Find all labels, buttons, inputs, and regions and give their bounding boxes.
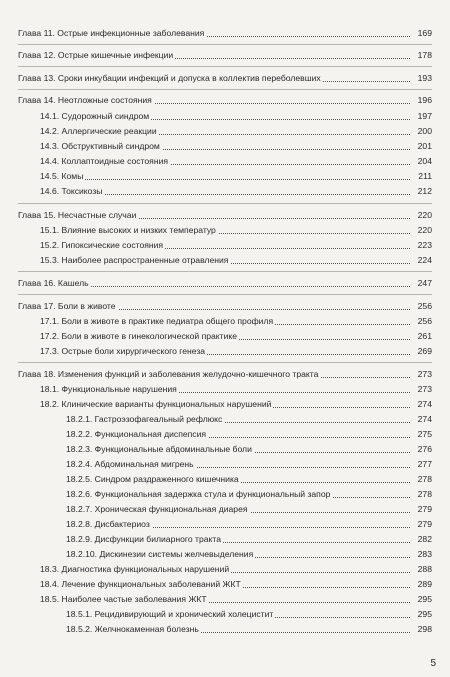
toc-page: 273: [410, 368, 432, 381]
toc-page: 282: [410, 533, 432, 546]
section-divider: [18, 66, 432, 67]
toc-title: 18.2.9. Дисфункции билиарного тракта: [66, 534, 221, 544]
toc-page: 283: [410, 548, 432, 561]
toc-page: 279: [410, 503, 432, 516]
dot-leader: [40, 179, 428, 180]
toc-page: 261: [410, 330, 432, 343]
toc-title: 14.1. Судорожный синдром: [40, 111, 150, 121]
toc-title: Глава 18. Изменения функций и заболевания желудочно-кишечного тракта: [18, 369, 319, 379]
toc-title: 14.2. Аллергические реакции: [40, 126, 157, 136]
section-divider: [18, 294, 432, 295]
toc-page: 274: [410, 398, 432, 411]
toc-title: 15.2. Гипоксические состояния: [40, 240, 164, 250]
toc-title: 18.2.7. Хроническая функциональная диарея: [66, 504, 248, 514]
toc-page: 197: [410, 110, 432, 123]
toc-chapter[interactable]: [0, 277, 450, 290]
page-number: 5: [430, 658, 436, 669]
toc-page: 288: [410, 563, 432, 576]
toc-page: 204: [410, 155, 432, 168]
toc-title: Глава 14. Неотложные состояния: [18, 95, 152, 105]
toc-title: 14.5. Комы: [40, 171, 84, 181]
toc-page: 193: [410, 72, 432, 85]
toc-chapter[interactable]: [0, 94, 450, 107]
toc-page: 196: [410, 94, 432, 107]
toc-chapter[interactable]: [0, 49, 450, 62]
toc-item[interactable]: [0, 548, 450, 561]
toc-title: 17.2. Боли в животе в гинекологической практике: [40, 331, 238, 341]
toc-item[interactable]: [0, 518, 450, 531]
toc-item[interactable]: [0, 398, 450, 411]
toc-title: 18.2.10. Дискинезии системы желчевыделения: [66, 549, 254, 559]
toc-item[interactable]: [0, 155, 450, 168]
toc-title: 18.5. Наиболее частые заболевания ЖКТ: [40, 594, 207, 604]
toc-page: 295: [410, 608, 432, 621]
toc-title: 18.2.6. Функциональная задержка стула и функциональный запор: [66, 489, 331, 499]
toc-page: 178: [410, 49, 432, 62]
toc-title: 15.1. Влияние высоких и низких температур: [40, 225, 216, 235]
toc-page: 274: [410, 413, 432, 426]
section-divider: [18, 203, 432, 204]
toc-item[interactable]: [0, 224, 450, 237]
toc-page: 278: [410, 488, 432, 501]
toc-item[interactable]: [0, 443, 450, 456]
section-divider: [18, 362, 432, 363]
toc-page: 201: [410, 140, 432, 153]
toc-chapter[interactable]: [0, 209, 450, 222]
toc-page: 212: [410, 185, 432, 198]
toc-item[interactable]: [0, 330, 450, 343]
toc-title: 18.5.1. Рецидивирующий и хронический холецистит: [66, 609, 274, 619]
toc-item[interactable]: [0, 488, 450, 501]
toc-title: 18.2. Клинические варианты функциональных нарушений: [40, 399, 272, 409]
toc-title: Глава 11. Острые инфекционные заболевания: [18, 28, 205, 38]
section-divider: [18, 271, 432, 272]
toc-page: 200: [410, 125, 432, 138]
toc-item[interactable]: [0, 473, 450, 486]
toc-chapter[interactable]: [0, 27, 450, 40]
toc-chapter[interactable]: [0, 368, 450, 381]
toc-page: 220: [410, 209, 432, 222]
toc-page: 273: [410, 383, 432, 396]
toc-page: 211: [410, 170, 432, 183]
toc-item[interactable]: [0, 503, 450, 516]
toc-item[interactable]: [0, 140, 450, 153]
toc-title: 18.2.5. Синдром раздраженного кишечника: [66, 474, 239, 484]
toc-title: 14.4. Коллаптоидные состояния: [40, 156, 169, 166]
toc-title: 15.3. Наиболее распространенные отравления: [40, 255, 229, 265]
toc-page: 256: [410, 300, 432, 313]
toc-page: 298: [410, 623, 432, 636]
toc-chapter[interactable]: [0, 72, 450, 85]
toc-title: 18.2.3. Функциональные абдоминальные боли: [66, 444, 252, 454]
toc-item[interactable]: [0, 563, 450, 576]
toc-title: Глава 13. Сроки инкубации инфекций и допуска в коллектив переболевших: [18, 73, 321, 83]
toc-title: 18.2.2. Функциональная диспепсия: [66, 429, 207, 439]
toc-page: 169: [410, 27, 432, 40]
toc-item[interactable]: [0, 593, 450, 606]
toc-title: 14.3. Обструктивный синдром: [40, 141, 160, 151]
toc-chapter[interactable]: [0, 300, 450, 313]
toc-title: Глава 16. Кашель: [18, 278, 89, 288]
toc-page: 275: [410, 428, 432, 441]
toc-title: 17.1. Боли в животе в практике педиатра общего профиля: [40, 316, 274, 326]
toc-title: 14.6. Токсикозы: [40, 186, 103, 196]
toc-title: 18.1. Функциональные нарушения: [40, 384, 177, 394]
toc-item[interactable]: [0, 170, 450, 183]
toc-page: 295: [410, 593, 432, 606]
toc-item[interactable]: [0, 428, 450, 441]
toc-page: 223: [410, 239, 432, 252]
toc-title: 18.3. Диагностика функциональных нарушений: [40, 564, 230, 574]
toc-item[interactable]: [0, 254, 450, 267]
toc-title: 18.2.4. Абдоминальная мигрень: [66, 459, 194, 469]
toc-page: 279: [410, 518, 432, 531]
toc-title: 18.5.2. Желчнокаменная болезнь: [66, 624, 199, 634]
toc-page: 256: [410, 315, 432, 328]
toc-title: 17.3. Острые боли хирургического генеза: [40, 346, 206, 356]
toc-title: 18.2.8. Дисбактериоз: [66, 519, 150, 529]
toc-page: 224: [410, 254, 432, 267]
toc-page: 247: [410, 277, 432, 290]
toc-item[interactable]: [0, 110, 450, 123]
toc-title: Глава 15. Несчастные случаи: [18, 210, 137, 220]
section-divider: [18, 44, 432, 45]
toc-page: 278: [410, 473, 432, 486]
toc-item[interactable]: [0, 383, 450, 396]
toc-item[interactable]: [0, 578, 450, 591]
toc-title: 18.4. Лечение функциональных заболеваний ЖКТ: [40, 579, 241, 589]
toc-item[interactable]: [0, 345, 450, 358]
section-divider: [18, 89, 432, 90]
toc-title: 18.2.1. Гастроэзофагеальный рефлюкс: [66, 414, 223, 424]
toc-page: 277: [410, 458, 432, 471]
toc-item[interactable]: [0, 125, 450, 138]
toc-title: Глава 12. Острые кишечные инфекции: [18, 50, 174, 60]
toc-item[interactable]: [0, 185, 450, 198]
toc-title: Глава 17. Боли в животе: [18, 301, 116, 311]
toc-item[interactable]: [0, 239, 450, 252]
toc-page: 289: [410, 578, 432, 591]
toc-item[interactable]: [0, 458, 450, 471]
toc-item[interactable]: [0, 315, 450, 328]
toc-page: 269: [410, 345, 432, 358]
toc-item[interactable]: [0, 413, 450, 426]
toc-page: 220: [410, 224, 432, 237]
toc-page: 276: [410, 443, 432, 456]
toc-item[interactable]: [0, 623, 450, 636]
toc-item[interactable]: [0, 533, 450, 546]
toc-item[interactable]: [0, 608, 450, 621]
